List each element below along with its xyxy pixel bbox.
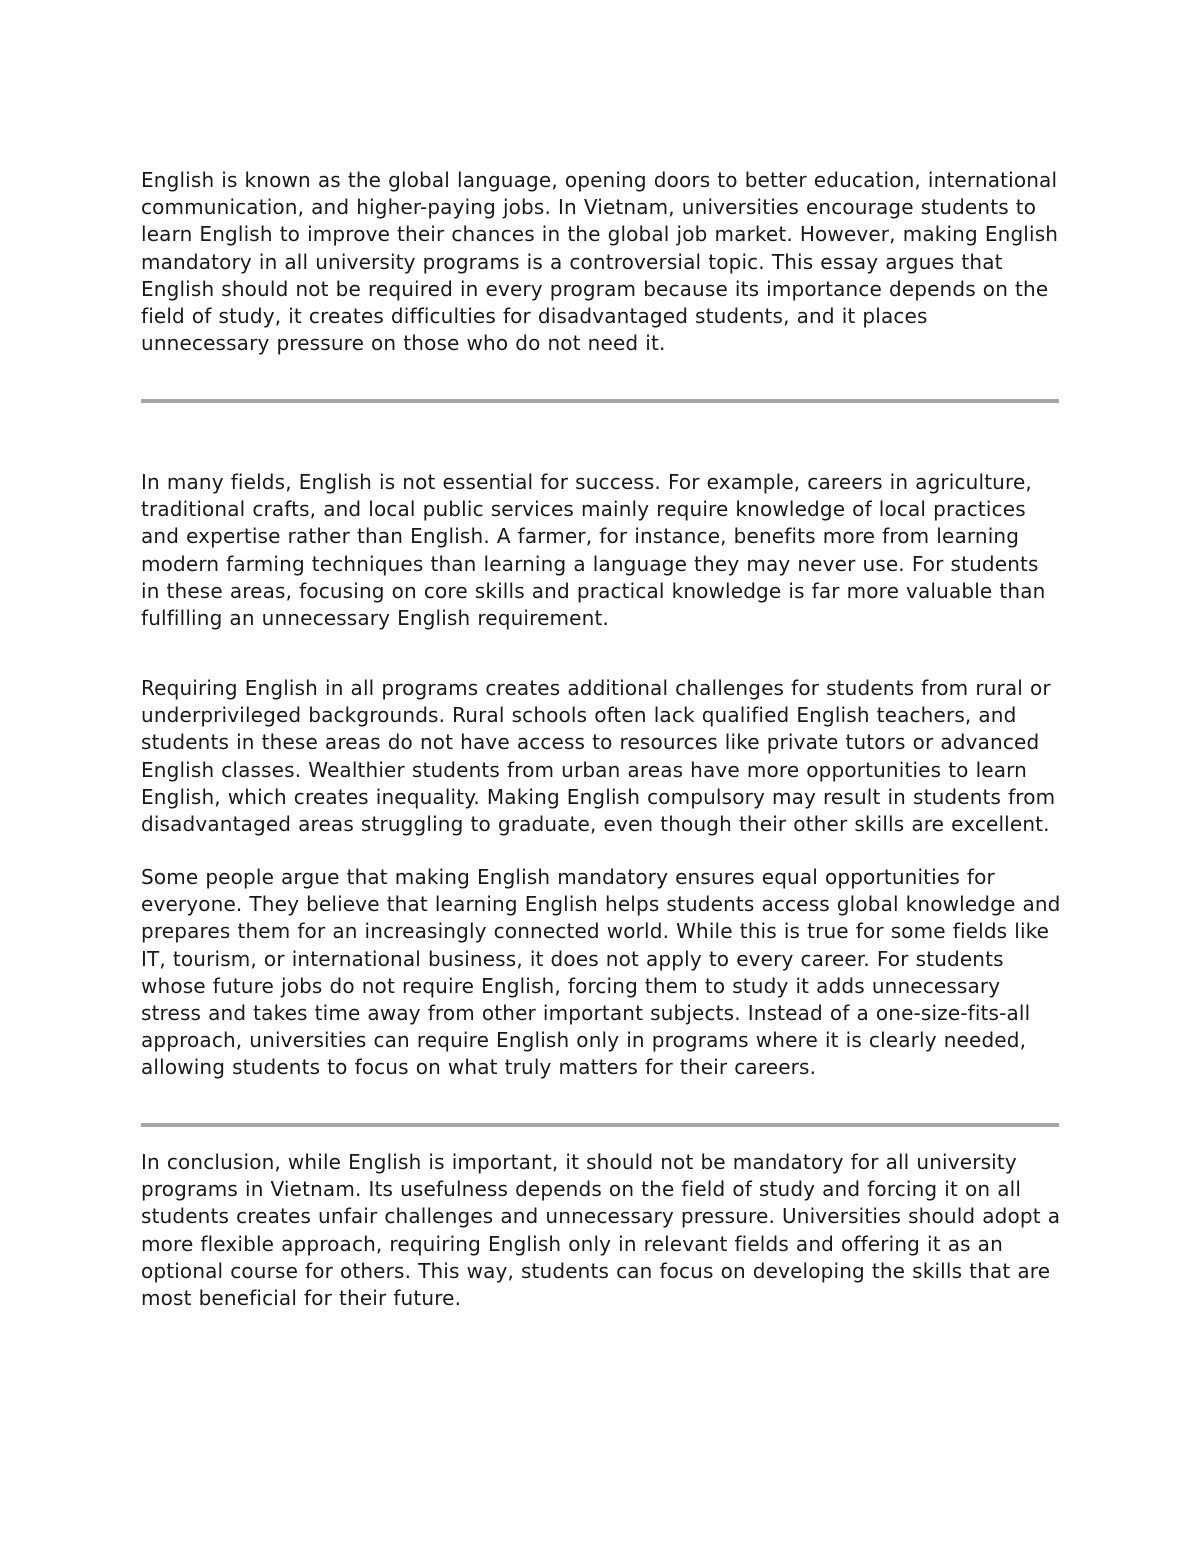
paragraph-disadvantaged-students: Requiring English in all programs creates additional challenges for students from rural or underprivileged backgrounds. Rural schools often lack qualified English teachers, and students in these areas do not have access to resources like private tutors or advanced English classes. Wealthier students from urban areas have more opportunities to learn English, which creates inequality. Making English compulsory may result in students from disadvantaged areas struggling to graduate, even though their other skills are excellent. bbox=[141, 676, 1056, 837]
horizontal-rule bbox=[141, 399, 1059, 403]
paragraph-conclusion: In conclusion, while English is important, it should not be mandatory for all university programs in Vietnam. Its usefulness depends on the field of study and forcing it on all students creates unfair challenges and unnecessary pressure. Universities should adopt a more flexible approach, requiring English only in relevant fields and offering it as an optional course for others. This way, students can focus on developing the skills that are most beneficial for their future. bbox=[141, 1150, 1061, 1311]
paragraph-counterargument: Some people argue that making English mandatory ensures equal opportunities for everyone. They believe that learning English helps students access global knowledge and prepares them for an increasingly connected world. While this is true for some fields like IT, tourism, or international business, it does not apply to every career. For students whose future jobs do not require English, forcing them to study it adds unnecessary stress and takes time away from other important subjects. Instead of a one-size-fits-all approach, universities can require English only in programs where it is clearly needed, allowing students to focus on what truly matters for their careers. bbox=[141, 865, 1061, 1080]
horizontal-rule bbox=[141, 1123, 1059, 1127]
paragraph-field-of-study: In many fields, English is not essential for success. For example, careers in agriculture, traditional crafts, and local public services mainly require knowledge of local practices and expertise rather than English. A farmer, for instance, benefits more from learning modern farming techniques than learning a language they may never use. For students in these areas, focusing on core skills and practical knowledge is far more valuable than fulfilling an unnecessary English requirement. bbox=[141, 470, 1046, 631]
paragraph-introduction: English is known as the global language, opening doors to better education, international communication, and higher-paying jobs. In Vietnam, universities encourage students to learn English to improve their chances in the global job market. However, making English mandatory in all university programs is a controversial topic. This essay argues that English should not be required in every program because its importance depends on the field of study, it creates difficulties for disadvantaged students, and it places unnecessary pressure on those who do not need it. bbox=[141, 168, 1059, 356]
